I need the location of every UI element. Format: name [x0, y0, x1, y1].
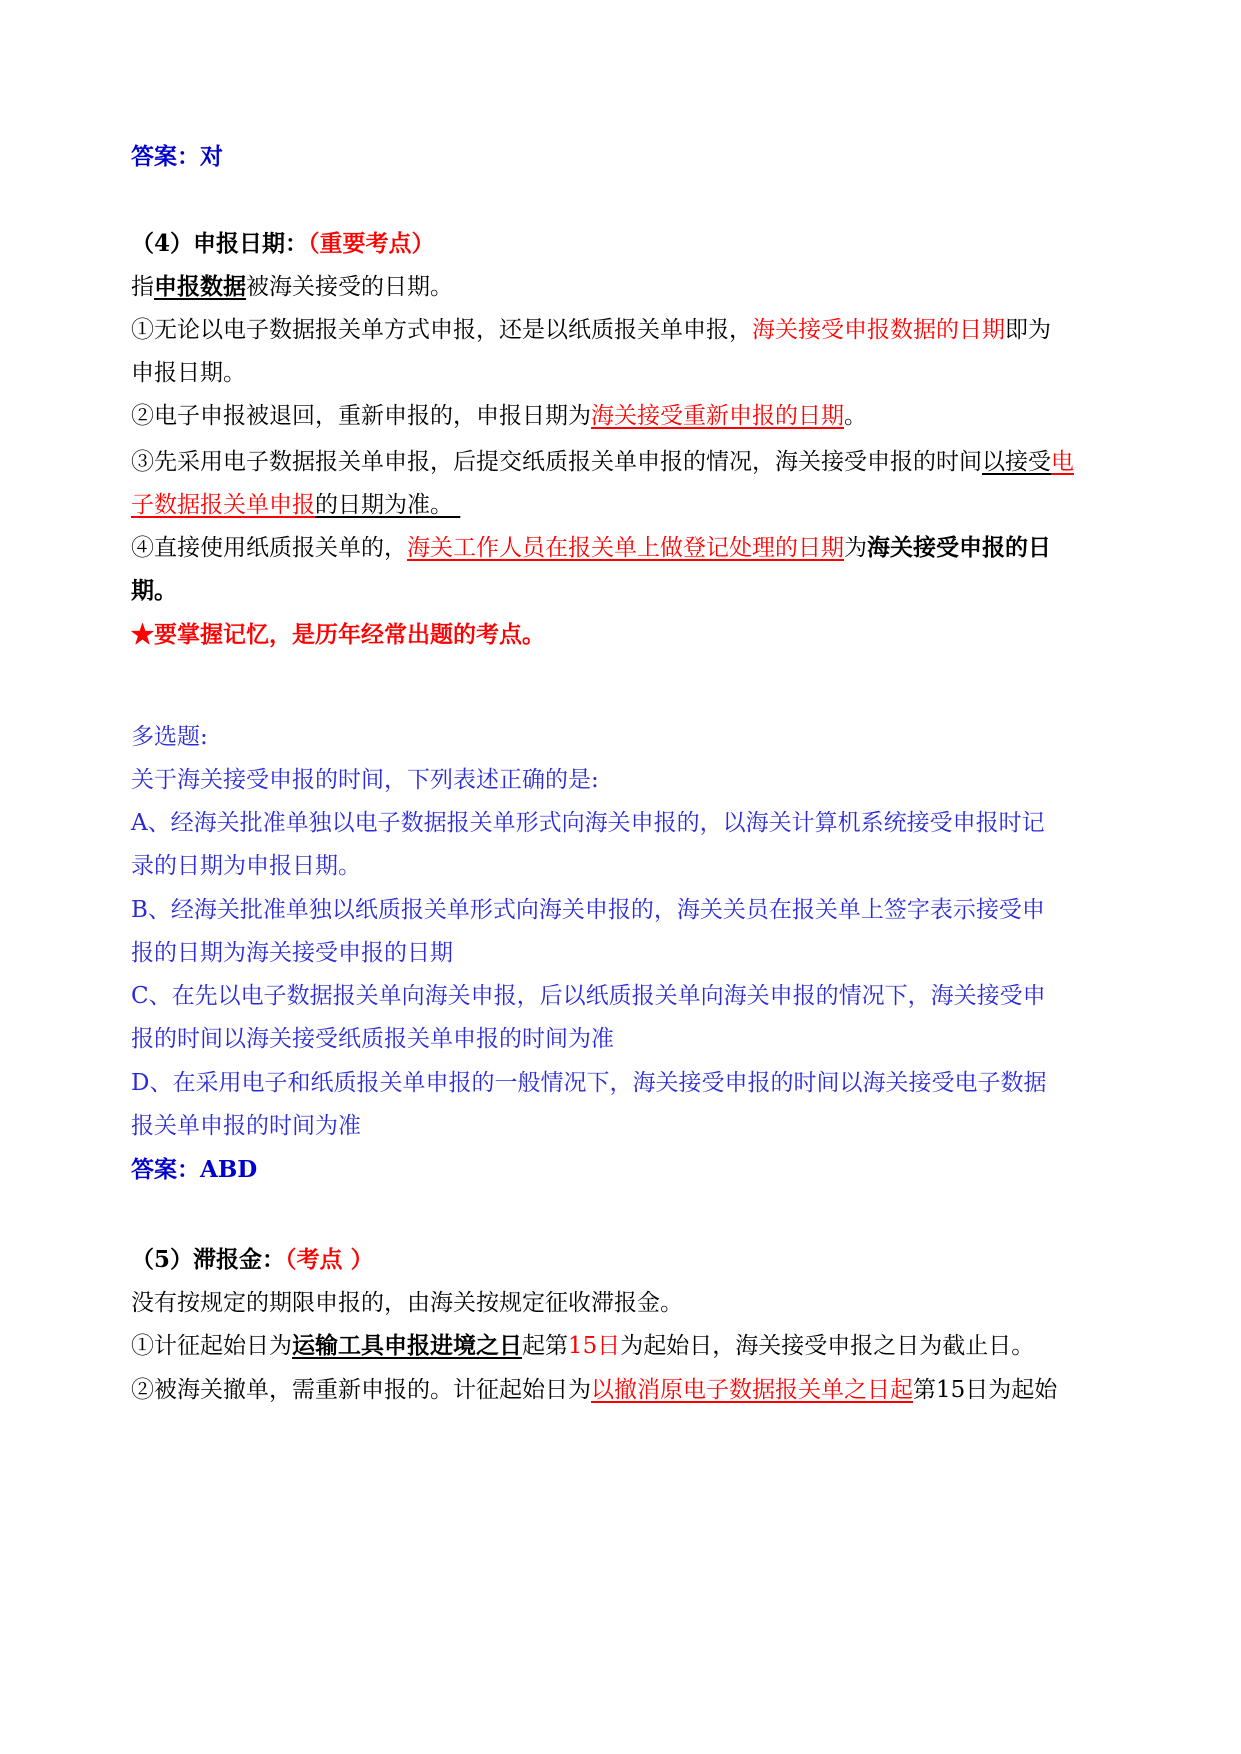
s5-item1-b: 起第	[522, 1333, 568, 1359]
s5-item2-red: 以撤消原电子数据报关单之日起	[591, 1377, 913, 1403]
item2-a: ②电子申报被退回，重新申报的，申报日期为	[131, 403, 591, 429]
s5-item1-c: 为起始日，海关接受申报之日为截止日。	[620, 1333, 1035, 1359]
section-4-item-1-cont: 申报日期。	[131, 360, 246, 386]
item3-trailing-space	[453, 492, 460, 518]
s5-item1-bold: 运输工具申报进境之日	[292, 1332, 522, 1359]
option-b-line-2: 报的日期为海关接受申报的日期	[131, 940, 453, 966]
section-4-definition	[131, 272, 453, 302]
def-pre: 指	[131, 274, 154, 300]
item4-bold: 海关接受申报的日	[867, 534, 1051, 561]
section-4-note: （重要考点）	[308, 230, 435, 257]
option-c-line-1: C、在先以电子数据报关单向海关申报，后以纸质报关单向海关申报的情况下，海关接受申	[131, 983, 1046, 1009]
item1-a: ①无论以电子数据报关单方式申报，还是以纸质报关单申报，	[131, 317, 752, 343]
section-5-title: （5）滞报金：	[131, 1246, 286, 1273]
question-type: 多选题:	[131, 724, 208, 750]
item3-b: 的日期为准。	[315, 492, 453, 518]
s5-item2-b: 第15日为起始	[913, 1377, 1058, 1403]
answer-2: 答案：ABD	[131, 1156, 258, 1183]
section-4-title: （4）申报日期：	[131, 230, 309, 257]
option-d-line-1: D、在采用电子和纸质报关单申报的一般情况下，海关接受申报的时间以海关接受电子数据	[131, 1070, 1047, 1096]
section-4-item-2	[131, 401, 867, 431]
s5-item1-a: ①计征起始日为	[131, 1333, 292, 1359]
item3-a: ③先采用电子数据报关单申报，后提交纸质报关单申报的情况，海关接受申报的时间	[131, 449, 982, 475]
item4-red: 海关工作人员在报关单上做登记处理的日期	[407, 535, 844, 561]
item1-b: 即为	[1005, 317, 1051, 343]
s5-item1-red: 15日	[568, 1333, 621, 1359]
section-4-item-4-cont: 期。	[131, 577, 177, 604]
section-5-item-1	[131, 1331, 1034, 1361]
item1-red: 海关接受申报数据的日期	[752, 317, 1005, 343]
section-5-note: （考点 ）	[285, 1246, 374, 1273]
section-4-item-3-cont	[131, 490, 460, 520]
option-a-line-1: A、经海关批准单独以电子数据报关单形式向海关申报的，以海关计算机系统接受申报时记	[131, 810, 1045, 836]
option-a-line-2: 录的日期为申报日期。	[131, 853, 361, 879]
section-4-item-1	[131, 315, 1051, 345]
item4-a: ④直接使用纸质报关单的，	[131, 535, 407, 561]
def-bold: 申报数据	[154, 273, 246, 300]
s5-item2-a: ②被海关撤单，需重新申报的。计征起始日为	[131, 1377, 591, 1403]
answer-1: 答案：对	[131, 143, 223, 170]
option-c-line-2: 报的时间以海关接受纸质报关单申报的时间为准	[131, 1026, 614, 1052]
section-5-heading	[131, 1245, 374, 1275]
item3-red2: 子数据报关单申报	[131, 492, 315, 518]
star-note: ★要掌握记忆，是历年经常出题的考点。	[131, 621, 545, 648]
section-4-heading	[131, 229, 435, 259]
item2-red: 海关接受重新申报的日期	[591, 403, 844, 429]
item3-red1: 电	[1051, 449, 1074, 475]
section-4-item-3	[131, 447, 1074, 477]
item3-u: 以接受	[982, 449, 1051, 475]
section-5-item-2	[131, 1375, 1057, 1405]
question-stem: 关于海关接受申报的时间，下列表述正确的是:	[131, 767, 599, 793]
section-4-item-4	[131, 533, 1051, 563]
item2-b: 。	[844, 403, 867, 429]
section-5-intro: 没有按规定的期限申报的，由海关按规定征收滞报金。	[131, 1290, 683, 1316]
item4-b: 为	[844, 535, 867, 561]
option-d-line-2: 报关单申报的时间为准	[131, 1113, 361, 1139]
option-b-line-1: B、经海关批准单独以纸质报关单形式向海关申报的，海关关员在报关单上签字表示接受申	[131, 897, 1045, 923]
def-post: 被海关接受的日期。	[246, 274, 453, 300]
